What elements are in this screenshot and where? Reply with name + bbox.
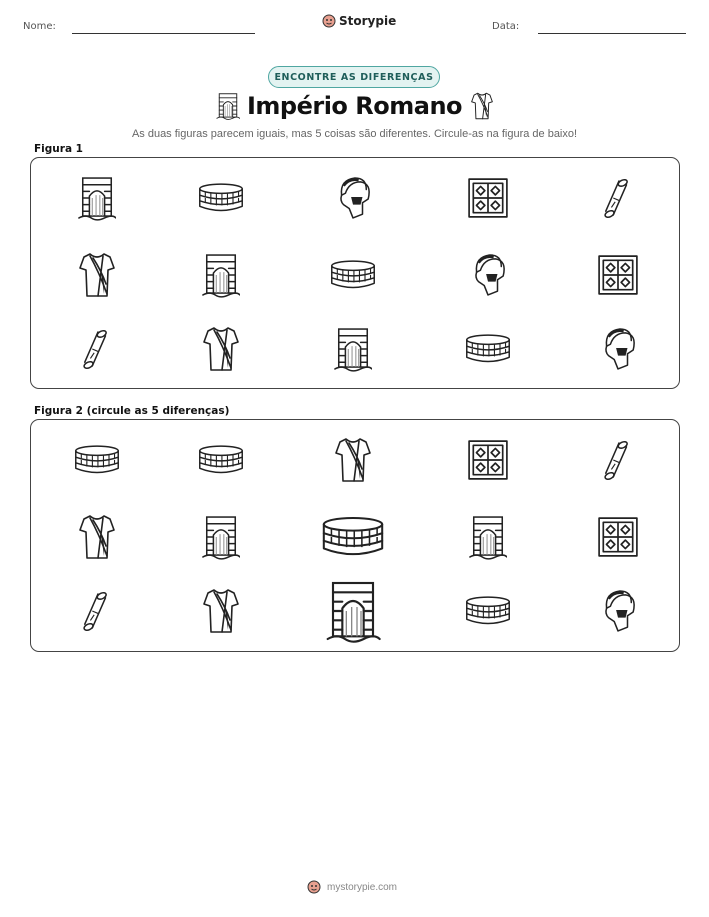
date-label: Data: [492, 21, 520, 32]
colosseum-icon [320, 514, 386, 560]
figure2-label: Figura 2 (circule as 5 diferenças) [34, 405, 230, 417]
figure2-panel[interactable] [30, 419, 680, 652]
storypie-mascot-icon [307, 880, 321, 894]
helmet-icon [469, 253, 507, 297]
colosseum-icon [197, 443, 245, 477]
scroll-icon [81, 588, 113, 634]
aqueduct-icon [78, 175, 116, 221]
instructions: As duas figuras parecem iguais, mas 5 coisas são diferentes. Circule-as na figura de baixo! [131, 128, 578, 140]
figure1-panel [30, 157, 680, 389]
aqueduct-icon [469, 514, 507, 560]
colosseum-icon [73, 443, 121, 477]
toga-icon [335, 437, 371, 483]
aqueduct-icon [334, 326, 372, 372]
name-label: Nome: [23, 21, 56, 32]
brand-name: Storypie [339, 14, 397, 28]
mosaic-icon [467, 177, 509, 219]
toga-icon [203, 326, 239, 372]
toga-icon [79, 514, 115, 560]
brand-logo [322, 14, 396, 28]
helmet-icon [599, 327, 637, 371]
scroll-icon [602, 175, 634, 221]
colosseum-icon [329, 258, 377, 292]
title-toga-icon [470, 92, 494, 120]
page-title: Império Romano [246, 92, 463, 120]
footer [307, 880, 397, 894]
date-field[interactable] [538, 33, 686, 34]
scroll-icon [602, 437, 634, 483]
aqueduct-icon [202, 252, 240, 298]
toga-icon [203, 588, 239, 634]
figure1-label: Figura 1 [34, 143, 83, 155]
mosaic-icon [597, 254, 639, 296]
helmet-icon [599, 589, 637, 633]
aqueduct-icon [323, 579, 383, 643]
name-field[interactable] [72, 33, 255, 34]
mosaic-icon [467, 439, 509, 481]
colosseum-icon [464, 594, 512, 628]
helmet-icon [334, 176, 372, 220]
toga-icon [79, 252, 115, 298]
storypie-mascot-icon [322, 14, 336, 28]
scroll-icon [81, 326, 113, 372]
mosaic-icon [597, 516, 639, 558]
worksheet-type-badge: ENCONTRE AS DIFERENÇAS [268, 66, 440, 88]
colosseum-icon [197, 181, 245, 215]
footer-url[interactable]: mystorypie.com [327, 881, 398, 893]
colosseum-icon [464, 332, 512, 366]
aqueduct-icon [202, 514, 240, 560]
